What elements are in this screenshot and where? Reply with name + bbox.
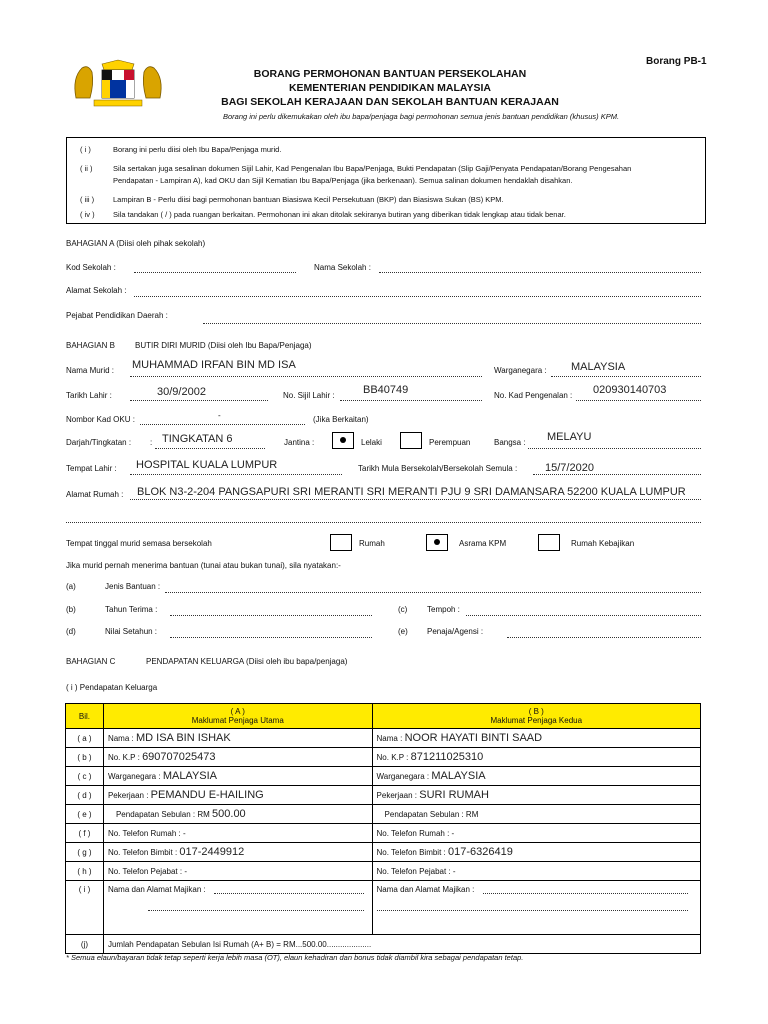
cell-label: No. Telefon Pejabat : (107, 866, 183, 876)
bangsa-line[interactable] (528, 448, 701, 449)
note-text: Lampiran B - Perlu diisi bagi permohonan bantuan Biasiswa Kecil Persekutuan (BKP) dan Biasiswa Sukan (BS) KPM. (113, 195, 504, 204)
cell-value[interactable]: MALAYSIA (431, 770, 486, 782)
cell-value[interactable]: NOOR HAYATI BINTI SAAD (404, 732, 543, 744)
ppd-field[interactable] (203, 323, 701, 324)
jenis-bantuan-label: Jenis Bantuan : (105, 582, 161, 591)
item-a: (a) (66, 582, 76, 591)
table-row (66, 824, 701, 843)
total-income[interactable]: Jumlah Pendapatan Sebulan Isi Rumah (A+ B) = RM...500.00.................... (103, 935, 700, 954)
warganegara-line[interactable] (551, 376, 701, 377)
item-b: (b) (66, 605, 76, 614)
cell-a[interactable] (103, 881, 372, 935)
asrama-label: Asrama KPM (459, 539, 507, 548)
majikan-a-line2[interactable] (148, 910, 364, 911)
nilai-setahun-field[interactable] (170, 637, 372, 638)
cell-a[interactable] (103, 843, 372, 862)
tempat-lahir-field[interactable]: HOSPITAL KUALA LUMPUR (136, 459, 278, 471)
cell-label: No. Telefon Rumah : (376, 828, 450, 838)
tempat-lahir-label: Tempat Lahir : (66, 464, 117, 473)
cell-a[interactable] (103, 748, 372, 767)
cell-b[interactable] (372, 729, 700, 748)
cell-label: No. Telefon Rumah : (107, 828, 181, 838)
page-title: BORANG PERMOHONAN BANTUAN PERSEKOLAHAN (253, 68, 527, 80)
kp-field[interactable]: 020930140703 (593, 384, 667, 396)
cell-label: Pekerjaan : (376, 791, 417, 800)
rumah-kebajikan-checkbox[interactable] (538, 534, 560, 551)
col-b-title: Maklumat Penjaga Kedua (490, 716, 583, 725)
item-c: (c) (398, 605, 408, 614)
cell-label: No. Telefon Bimbit : (107, 848, 178, 857)
row-bil: ( e ) (66, 805, 104, 824)
footnote: * Semua elaun/bayaran tidak tetap seperti kerja lebih masa (OT), elaun kehadiran dan bonus tidak diambil kira sebagai pendapatan tetap. (66, 953, 524, 962)
cell-value[interactable]: 017-2449912 (179, 846, 245, 858)
cell-b[interactable] (372, 824, 700, 843)
cell-label: No. Telefon Pejabat : (376, 866, 451, 876)
page-title-line2: KEMENTERIAN PENDIDIKAN MALAYSIA (288, 82, 492, 94)
cell-b[interactable] (372, 862, 700, 881)
sijil-lahir-label: No. Sijil Lahir : (283, 391, 335, 400)
nama-sekolah-field[interactable] (379, 272, 701, 273)
sijil-lahir-line[interactable] (340, 400, 482, 401)
note-text: Borang ini perlu diisi oleh Ibu Bapa/Penjaga murid. (113, 145, 282, 154)
page-title-line3: BAGI SEKOLAH KERAJAAN DAN SEKOLAH BANTUAN KERAJAAN (221, 96, 559, 108)
cell-value[interactable]: 500.00 (212, 808, 246, 820)
instructions-box (66, 137, 706, 224)
cell-label: Pendapatan Sebulan : RM (115, 810, 210, 819)
cell-value[interactable]: PEMANDU E-HAILING (150, 789, 264, 801)
tahun-terima-label: Tahun Terima : (105, 605, 158, 614)
row-bil: (j) (66, 935, 104, 954)
alamat-sekolah-label: Alamat Sekolah : (66, 286, 127, 295)
nama-murid-line[interactable] (130, 376, 482, 377)
tempat-lahir-line[interactable] (130, 474, 342, 475)
oku-field[interactable]: - (218, 411, 221, 420)
darjah-line[interactable] (155, 448, 265, 449)
note-text: Sila tandakan ( / ) pada ruangan berkaitan. Permohonan ini akan ditolak sekiranya butiran yang diberikan tidak lengkap atau tidak benar. (113, 210, 566, 219)
alamat-rumah-field[interactable]: BLOK N3-2-204 PANGSAPURI SRI MERANTI SRI MERANTI PJU 9 SRI DAMANSARA 52200 KUALA LUMPUR (137, 486, 686, 498)
tahun-terima-field[interactable] (170, 615, 372, 616)
table-row (66, 786, 701, 805)
majikan-b-line1[interactable] (483, 893, 688, 894)
cell-a[interactable] (103, 824, 372, 843)
row-bil: ( b ) (66, 748, 104, 767)
row-bil: ( c ) (66, 767, 104, 786)
row-bil: ( i ) (66, 881, 104, 935)
warganegara-field[interactable]: MALAYSIA (571, 361, 626, 373)
cell-b[interactable] (372, 767, 700, 786)
kp-label: No. Kad Pengenalan : (494, 391, 573, 400)
cell-label: Nama : (107, 734, 134, 743)
bangsa-field[interactable]: MELAYU (547, 431, 592, 443)
nilai-setahun-label: Nilai Setahun : (105, 627, 158, 636)
table-row (66, 881, 701, 935)
row-bil: ( d ) (66, 786, 104, 805)
section-c-subtitle: PENDAPATAN KELUARGA (Diisi oleh ibu bapa/penjaga) (146, 657, 348, 666)
section-b-subtitle: BUTIR DIRI MURID (Diisi oleh Ibu Bapa/Penjaga) (135, 341, 312, 350)
alamat-sekolah-field[interactable] (134, 296, 701, 297)
table-row (66, 843, 701, 862)
note-number: ( iv ) (80, 210, 95, 219)
alamat-rumah-label: Alamat Rumah : (66, 490, 124, 499)
tempoh-field[interactable] (466, 615, 701, 616)
oku-label: Nombor Kad OKU : (66, 415, 135, 424)
tarikh-lahir-label: Tarikh Lahir : (66, 391, 112, 400)
cell-a[interactable] (103, 786, 372, 805)
tarikh-mula-label: Tarikh Mula Bersekolah/Bersekolah Semula : (358, 464, 518, 473)
darjah-label: Darjah/Tingkatan : (66, 438, 132, 447)
jenis-bantuan-field[interactable] (165, 592, 701, 593)
pendapatan-keluarga-label: ( i ) Pendapatan Keluarga (66, 683, 158, 692)
sijil-lahir-field[interactable]: BB40749 (363, 384, 409, 396)
row-bil: ( g ) (66, 843, 104, 862)
lelaki-checkbox[interactable] (332, 432, 354, 449)
nama-sekolah-label: Nama Sekolah : (314, 263, 371, 272)
asrama-checkbox[interactable] (426, 534, 448, 551)
nama-murid-field[interactable]: MUHAMMAD IRFAN BIN MD ISA (132, 359, 296, 371)
majikan-b-line2[interactable] (377, 910, 688, 911)
rumah-label: Rumah (359, 539, 385, 548)
cell-label: No. K.P : (376, 753, 409, 762)
cell-label: Nama dan Alamat Majikan : (376, 885, 475, 894)
ppd-label: Pejabat Pendidikan Daerah : (66, 311, 168, 320)
cell-label: Pendapatan Sebulan : RM (384, 810, 479, 819)
penaja-label: Penaja/Agensi : (427, 627, 484, 636)
oku-line[interactable] (140, 424, 305, 425)
alamat-rumah-line2[interactable] (66, 522, 701, 523)
table-row (66, 805, 701, 824)
section-b-title: BAHAGIAN B (66, 341, 115, 350)
cell-b[interactable] (372, 843, 700, 862)
checked-mark (340, 437, 346, 443)
tempoh-label: Tempoh : (427, 605, 460, 614)
row-bil: ( h ) (66, 862, 104, 881)
cell-b[interactable] (372, 881, 700, 935)
perempuan-label: Perempuan (429, 438, 471, 447)
oku-note: (Jika Berkaitan) (313, 415, 369, 424)
bangsa-label: Bangsa : (494, 438, 526, 447)
kod-sekolah-field[interactable] (134, 272, 296, 273)
checked-mark (434, 539, 440, 545)
cell-value[interactable]: 690707025473 (142, 751, 216, 763)
cell-label: Warganegara : (107, 772, 161, 781)
cell-label: Pekerjaan : (107, 791, 149, 800)
col-a-code: ( A ) (230, 707, 245, 716)
kp-line[interactable] (576, 400, 701, 401)
cell-a[interactable] (103, 862, 372, 881)
cell-value[interactable]: SURI RUMAH (419, 789, 489, 801)
section-c-title: BAHAGIAN C (66, 657, 116, 666)
cell-label: No. Telefon Bimbit : (376, 848, 446, 857)
darjah-field[interactable]: TINGKATAN 6 (162, 433, 233, 445)
cell-value[interactable]: 017-6326419 (447, 846, 513, 858)
nama-murid-label: Nama Murid : (66, 366, 115, 375)
row-bil: ( f ) (66, 824, 104, 843)
cell-value[interactable]: MALAYSIA (162, 770, 218, 782)
cell-label: Warganegara : (376, 772, 430, 781)
cell-a[interactable] (103, 805, 372, 824)
col-b-header (372, 704, 700, 729)
rumah-kebajikan-label: Rumah Kebajikan (571, 539, 635, 548)
cell-b[interactable] (372, 748, 700, 767)
page-subtitle: Borang ini perlu dikemukakan oleh ibu bapa/penjaga bagi permohonan semua jenis bantuan pendidikan (khusus) KPM. (223, 112, 620, 121)
note-number: ( ii ) (80, 164, 93, 173)
cell-value[interactable]: 871211025310 (410, 751, 484, 763)
section-a-title: BAHAGIAN A (Diisi oleh pihak sekolah) (66, 239, 206, 248)
form-code: Borang PB-1 (646, 56, 707, 67)
warganegara-label: Warganegara : (494, 366, 547, 375)
table-total-row (66, 935, 701, 954)
bantuan-question: Jika murid pernah menerima bantuan (tunai atau bukan tunai), sila nyatakan:- (66, 561, 341, 570)
note-text: Sila sertakan juga sesalinan dokumen Sijil Lahir, Kad Pengenalan Ibu Bapa/Penjaga, Bukti Pendapatan (Slip Gaji/Penyata Pendapatan/Borang Pengesahan (113, 164, 632, 173)
table-row (66, 862, 701, 881)
cell-value[interactable]: - (452, 866, 456, 876)
cell-label: Nama dan Alamat Majikan : (107, 885, 206, 894)
col-a-header (103, 704, 372, 729)
cell-a[interactable] (103, 767, 372, 786)
penaja-field[interactable] (507, 637, 701, 638)
cell-value[interactable]: MD ISA BIN ISHAK (135, 732, 231, 744)
cell-label: Nama : (376, 734, 403, 743)
rumah-checkbox[interactable] (330, 534, 352, 551)
majikan-a-line1[interactable] (214, 893, 364, 894)
tarikh-mula-line[interactable] (533, 474, 701, 475)
note-text: Pendapatan - Lampiran A), kad OKU dan Sijil Kematian Ibu Bapa/Penjaga (jika berkenaan). Semua salinan dokumen hendaklah disahkan. (113, 176, 573, 185)
family-income-table (65, 703, 701, 954)
cell-label: No. K.P : (107, 753, 140, 762)
table-row (66, 748, 701, 767)
darjah-colon: : (150, 438, 153, 447)
item-e: (e) (398, 627, 408, 636)
tarikh-lahir-field[interactable]: 30/9/2002 (157, 386, 206, 398)
col-b-code: ( B ) (528, 707, 544, 716)
cell-value[interactable]: - (182, 828, 186, 838)
table-row (66, 767, 701, 786)
kod-sekolah-label: Kod Sekolah : (66, 263, 116, 272)
note-number: ( iii ) (80, 195, 95, 204)
table-row (66, 729, 701, 748)
cell-b[interactable] (372, 805, 700, 824)
tempat-tinggal-label: Tempat tinggal murid semasa bersekolah (66, 539, 212, 548)
note-number: ( i ) (80, 145, 91, 154)
cell-value[interactable]: - (184, 866, 187, 876)
cell-value[interactable]: - (451, 828, 455, 838)
table-header-row (66, 704, 701, 729)
col-a-title: Maklumat Penjaga Utama (191, 716, 284, 725)
jantina-label: Jantina : (284, 438, 315, 447)
bil-header: Bil. (66, 704, 104, 729)
lelaki-label: Lelaki (361, 438, 382, 447)
cell-a[interactable] (103, 729, 372, 748)
row-bil: ( a ) (66, 729, 104, 748)
alamat-rumah-line[interactable] (130, 499, 701, 500)
cell-b[interactable] (372, 786, 700, 805)
tarikh-mula-field[interactable]: 15/7/2020 (545, 462, 594, 474)
item-d: (d) (66, 627, 76, 636)
perempuan-checkbox[interactable] (400, 432, 422, 449)
tarikh-lahir-line[interactable] (130, 400, 268, 401)
